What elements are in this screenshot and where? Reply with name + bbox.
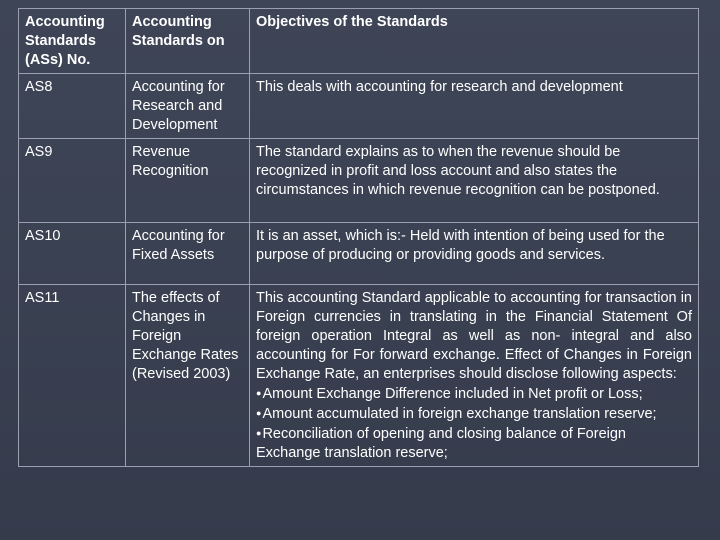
table-row [19,223,699,285]
bullet-item [256,384,692,404]
standard-on-cell: Accounting for Fixed Assets [126,223,250,285]
standard-number-cell: AS10 [19,223,126,285]
table-header-row [19,9,699,74]
objective-cell: It is an asset, which is:- Held with intention of being used for the purpose of producing or providing goods and services. [250,223,699,285]
standard-number-cell: AS8 [19,74,126,139]
standard-on-cell: Revenue Recognition [126,139,250,223]
bullet-item [256,424,692,463]
bullet-item [256,404,692,424]
accounting-standards-table [18,8,699,467]
header-standard-number: Accounting Standards (ASs) No. [19,9,126,74]
standard-on-cell: Accounting for Research and Development [126,74,250,139]
bullet-icon: ● [256,388,262,398]
table-row [19,285,699,467]
table-row [19,139,699,223]
header-objectives: Objectives of the Standards [250,9,699,74]
header-standard-on: Accounting Standards on [126,9,250,74]
bullet-icon: ● [256,428,262,438]
standard-on-cell: The effects of Changes in Foreign Exchange Rates (Revised 2003) [126,285,250,467]
standard-number-cell: AS11 [19,285,126,467]
bullet-text: Amount Exchange Difference included in Net profit or Loss; [262,386,643,402]
bullet-text: Reconciliation of opening and closing balance of Foreign Exchange translation reserve; [256,426,626,461]
standard-number-cell: AS9 [19,139,126,223]
bullet-text: Amount accumulated in foreign exchange translation reserve; [262,406,657,422]
objective-cell: This deals with accounting for research and development [250,74,699,139]
objective-cell: The standard explains as to when the revenue should be recognized in profit and loss account and also states the circumstances in which revenue recognition can be postponed. [250,139,699,223]
bullet-icon: ● [256,408,262,418]
objective-text: This accounting Standard applicable to accounting for transaction in Foreign currencies in translating in the Financial Statement Of foreign operation Integral as well as non- integral and also accounting for For forward exchange. Effect of Changes in Foreign Exchange Rate, an enterprises should disclose following aspects: [256,290,692,382]
objective-cell [250,285,699,467]
table-row [19,74,699,139]
